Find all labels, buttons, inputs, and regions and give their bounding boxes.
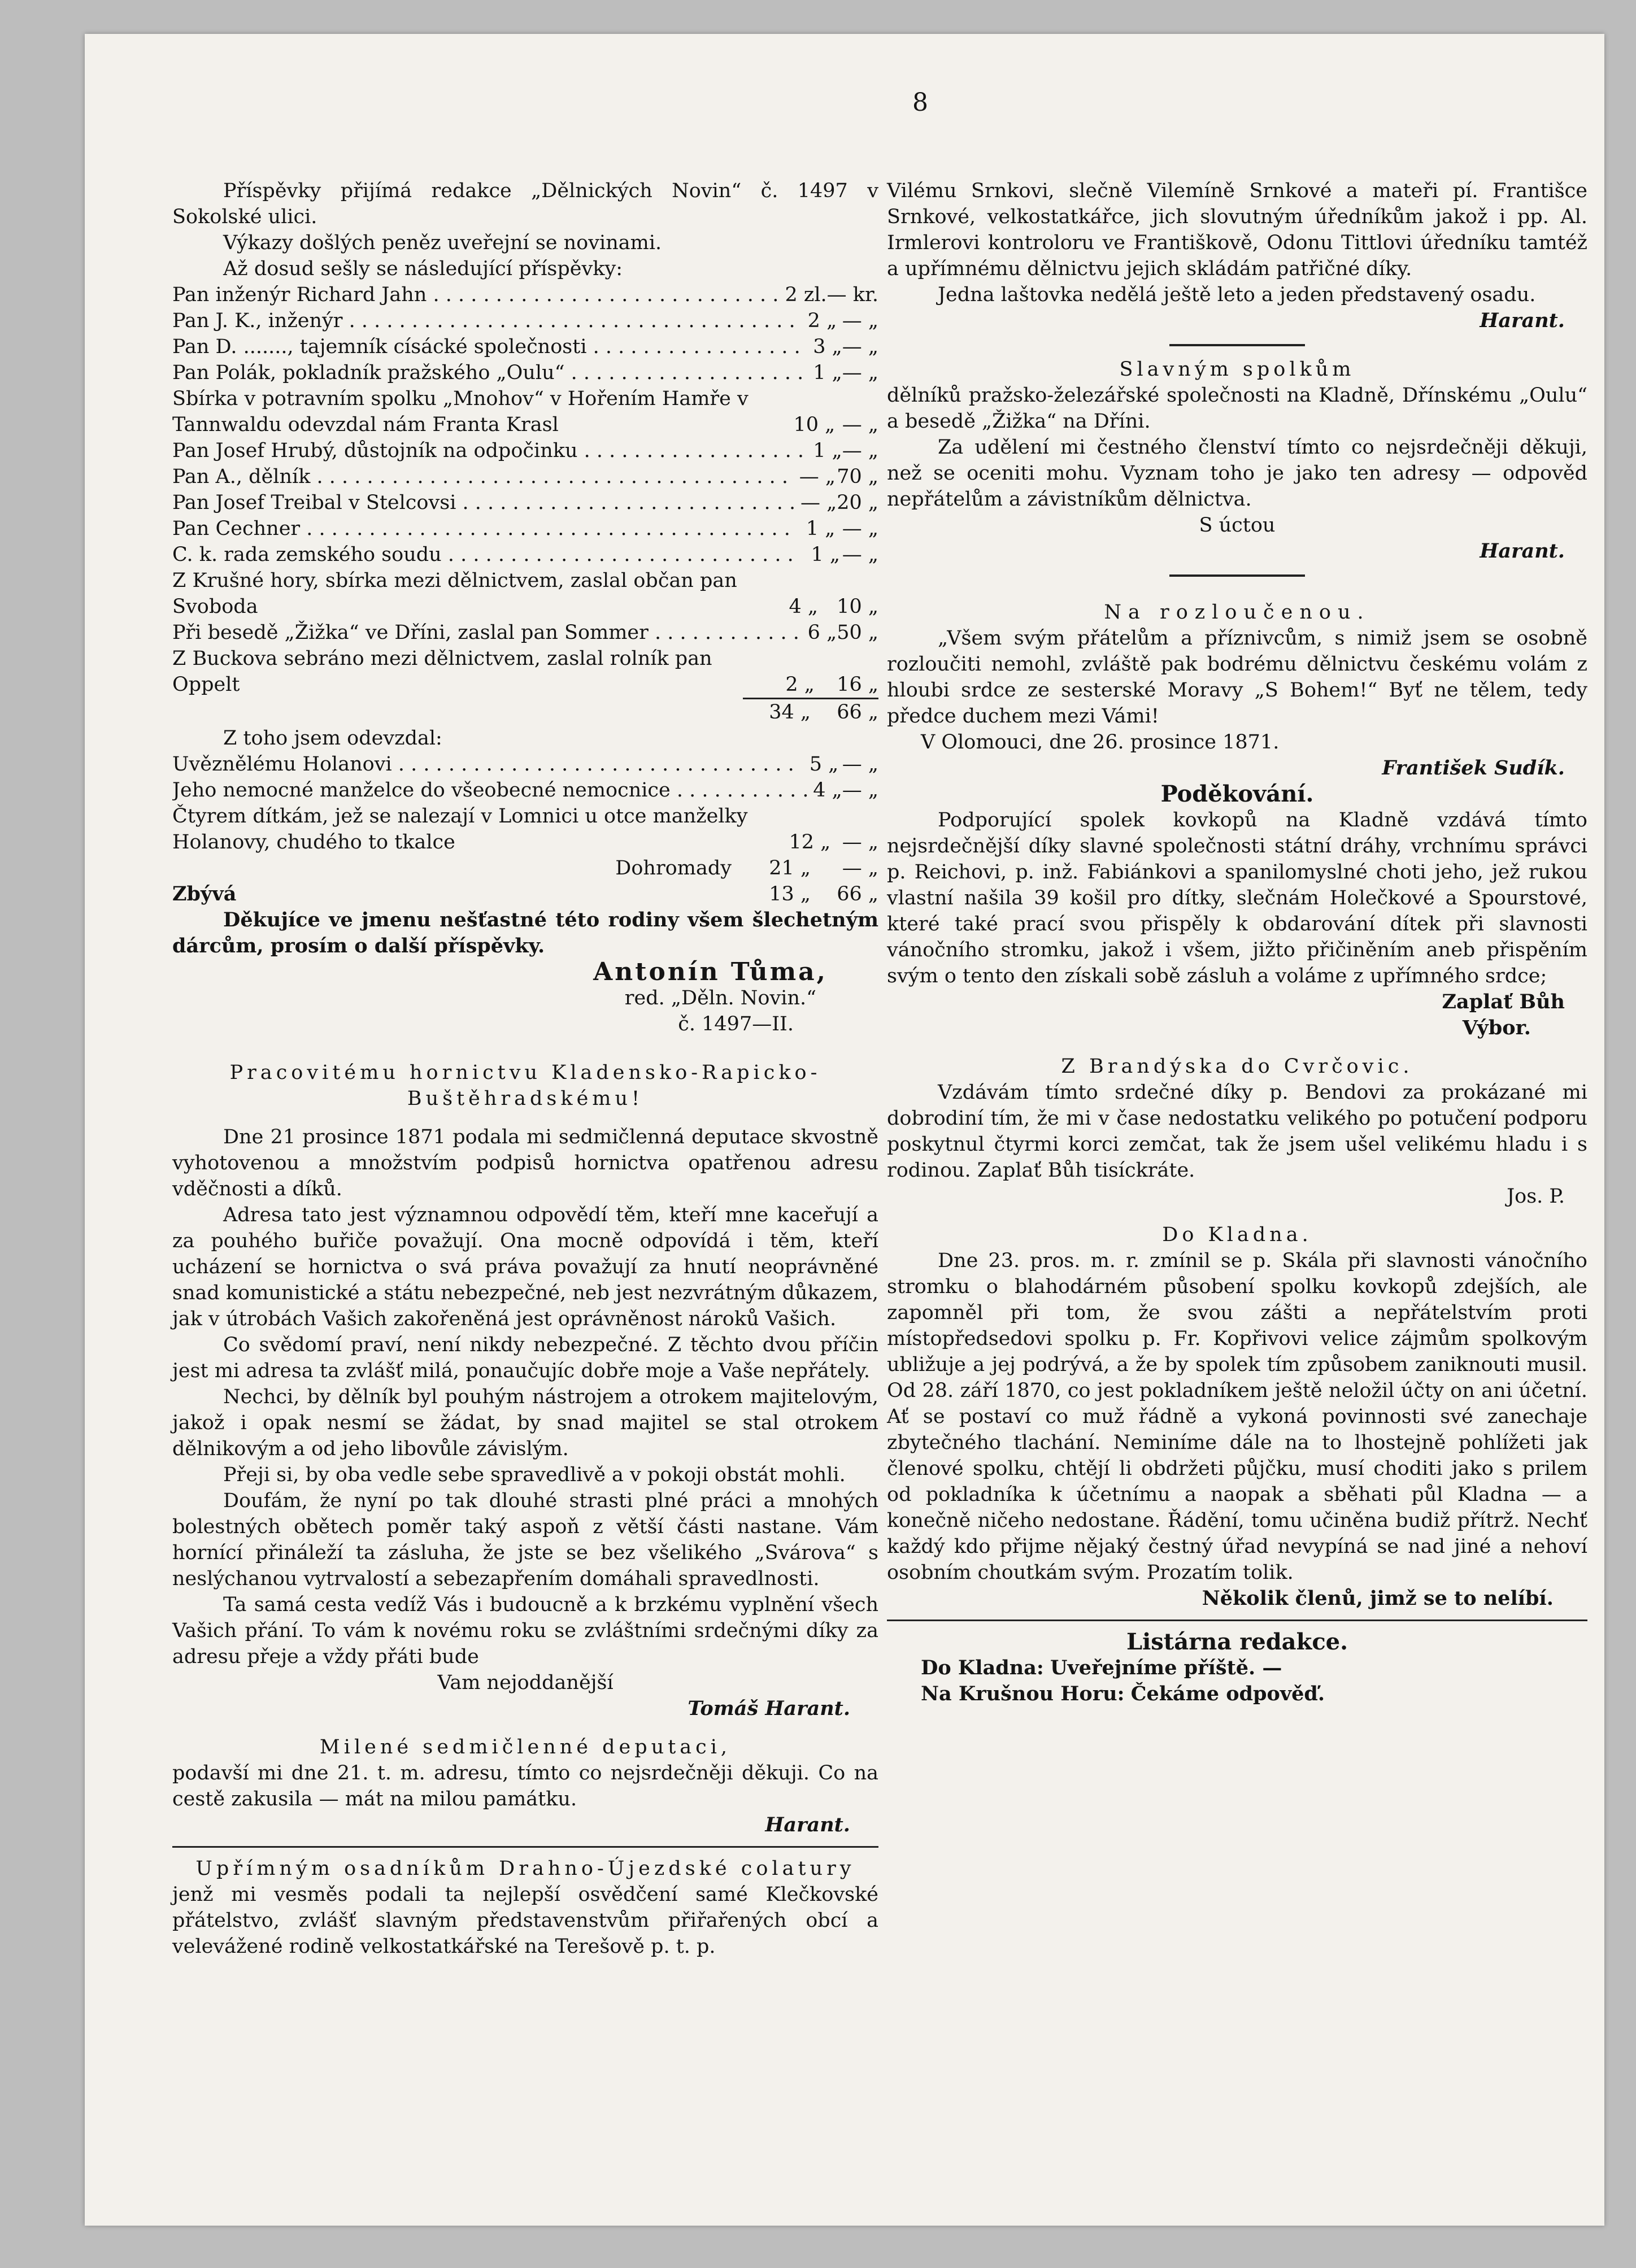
listarna-item: Na Krušnou Horu: Čekáme odpověď. — [921, 1682, 1325, 1705]
paragraph: Doufám, že nyní po tak dlouhé strasti plné práci a mnohých bolestných obětech poměr taký aspoň z větší části nastane. Vám hornící přináleží ta zásluha, že jste se bez všelikého „Svárova“ s neslýchanou vytrvalostí a sebezapřením domáhali spravedlnosti. — [172, 1490, 878, 1590]
signature: Harant. — [765, 1813, 850, 1836]
signature-line: red. „Děln. Novin.“ — [624, 987, 816, 1009]
date-line: V Olomouci, dne 26. prosince 1871. — [921, 731, 1280, 754]
list-item: Jeho nemocné manželce do všeobecné nemocnice . . . 4 „ — „ — [172, 777, 878, 803]
paragraph: podavší mi dne 21. t. m. adresu, tímto co nejsrdečněji děkuji. Co na cestě zakusila — mát na milou památku. — [172, 1762, 878, 1810]
signature-name: Antonín Tůma, — [593, 957, 828, 986]
divider — [1169, 574, 1305, 577]
section-title: Pracovitému hornictvu Kladensko-Rapicko-Buštěhradskému! — [229, 1061, 821, 1110]
paragraph: „Všem svým přátelům a příznivcům, s nimiž jsem se osobně rozloučiti nemohl, zvláště pak bodrému dělnictvu českému volám z hloubi srdce ze sesterské Moravy „S Bohem!“ Byť ne tělem, tedy předce duchem mezi Vámi! — [887, 627, 1587, 728]
signature: Tomáš Harant. — [688, 1697, 850, 1720]
paragraph: Vilému Srnkovi, slečně Vilemíně Srnkové a mateři pí. Františce Srnkové, velkostatkářce, jich slovutným úředníkům jakož i pp. Al. Irmlerovi kontroloru ve Františkově, Odonu Tittlovi úředníku tamtéž a upřímnému dělnictvu jejich skládám patřičné díky. — [887, 180, 1587, 280]
divider — [887, 1620, 1587, 1621]
paragraph: jenž mi vesměs podali ta nejlepší osvědčení samé Klečkovské přátelstvo, zvlášť slavným představenstvům přiřařených obcí a velevážené rodině velkostatkářské na Terešově p. t. p. — [172, 1883, 878, 1958]
paragraph: Za udělení mi čestného členství tímto co nejsrdečněji děkuji, než se oceniti mohu. Vyznam toho je jako ten adresy — odpověd nepřátelům a závistníkům dělnictva. — [887, 436, 1587, 511]
contrib-intro: Příspěvky přijímá redakce „Dělnických Novin“ č. 1497 v Sokolské ulici. — [172, 180, 878, 228]
contrib-note: Výkazy došlých peněz uveřejní se novinami. — [223, 232, 662, 254]
list-item: Sbírka v potravním spolku „Mnohov“ v Hořením Hamře v Tannwaldu odevzdal nám Franta Krasl 10 „ — „ — [172, 388, 878, 436]
signature: Harant. — [1480, 539, 1565, 563]
section-title: Slavným spolkům — [1119, 358, 1355, 381]
paragraph: Vzdávám tímto srdečné díky p. Bendovi za prokázané mi dobrodiní tím, že mi v čase nedostatku velikého po potučení podporu poskytnul čtyrmi korci zemčat, tak že jsem ušel velikému hladu i s rodinou. Zaplať Bůh tisíckráte. — [887, 1081, 1587, 1182]
signature-line: č. 1497—II. — [678, 1013, 794, 1035]
paragraph: Přeji si, by oba vedle sebe spravedlivě a v pokoji obstát mohli. — [223, 1464, 846, 1486]
list-item: Pan inženýr Richard Jahn . . . 2 zl. — kr. — [172, 282, 878, 308]
list-item: Pan J. K., inženýr . . . 2 „ — „ — [172, 308, 878, 334]
section-title: Poděkování. — [1160, 781, 1314, 807]
signature: Jos. P. — [1507, 1185, 1565, 1208]
divider — [1169, 344, 1305, 346]
sent-heading: Z toho jsem odevzdal: — [223, 727, 442, 750]
newspaper-page — [85, 34, 1604, 2226]
left-column — [172, 178, 878, 1960]
thanks-paragraph: Děkujíce ve jmenu nešťastné této rodiny všem šlechetným dárcům, prosím o další příspěvky. — [172, 908, 878, 957]
zbyva-row: Zbývá 13 „ 66 „ — [172, 882, 878, 906]
listarna-item: Do Kladna: Uveřejníme příště. — — [921, 1656, 1282, 1679]
signature: Výbor. — [1462, 1016, 1531, 1039]
signature: Zaplať Bůh — [1442, 990, 1565, 1013]
closing: S úctou — [1199, 514, 1276, 537]
list-item: C. k. rada zemského soudu . . . 1 „ — „ — [172, 542, 878, 568]
section-title: Z Brandýska do Cvrčovic. — [1061, 1055, 1413, 1078]
divider — [172, 1846, 878, 1848]
paragraph: Podporující spolek kovkopů na Kladně vzdává tímto nejsrdečnější díky slavné společnosti státní dráhy, vrchnímu správci p. Reichovi, p. inž. Fabiánkovi a spanilomyslné choti jeho, jež rukou vlastní našila 39 košil pro dítky, slečnám Holečkové a Spourstové, které také prací svou přispěly k obdarování dítek při slavnosti vánočního stromku, jakož i všem, jižto přičiněním aneb přispěním svým o tento den získali sobě zásluh a voláme z upřímného srdce; — [887, 809, 1587, 987]
section-title: Na rozloučenou. — [1104, 601, 1370, 624]
paragraph: Dne 21 prosince 1871 podala mi sedmičlenná deputace skvostně vyhotovenou a množstvím podpisů hornictva opatřenou adresu vděčnosti a díků. — [172, 1126, 878, 1200]
list-item: Pan Polák, pokladník pražského „Oulu“ . . . 1 „ — „ — [172, 360, 878, 386]
closing: Vam nejoddanější — [437, 1671, 614, 1694]
sum-total: 34 „ 66 „ — [769, 701, 878, 724]
section-title: Upřímným osadníkům Drahno-Újezdské colatury — [195, 1857, 855, 1880]
section-title: Listárna redakce. — [1126, 1629, 1348, 1655]
signature: Harant. — [1480, 309, 1565, 332]
paragraph: Co svědomí praví, není nikdy nebezpečné. Z těchto dvou příčin jest mi adresa ta zvlášť milá, ponaučujíc dobře moje a Vaše nepřátely. — [172, 1334, 878, 1382]
list-item: Z Krušné hory, sbírka mezi dělnictvem, zaslal občan pan Svoboda 4 „ 10 „ — [172, 569, 878, 618]
list-item: Čtyrem dítkám, jež se nalezají v Lomnici u otce manželky Holanovy, chudého to tkalce 12 „ — „ — [172, 805, 878, 854]
paragraph: dělníků pražsko-železářské společnosti na Kladně, Dřínskému „Oulu“ a besedě „Žižka“ na Dříni. — [887, 384, 1587, 433]
list-item: Uvěznělému Holanovi . . . 5 „ — „ — [172, 751, 878, 777]
paragraph: Jedna laštovka nedělá ještě leto a jeden představený osadu. — [938, 284, 1536, 306]
section-title: Do Kladna. — [1162, 1224, 1312, 1246]
list-item: Při besedě „Žižka“ ve Dříni, zaslal pan Sommer . . . 6 „ 50 „ — [172, 620, 878, 646]
paragraph: Nechci, by dělník byl pouhým nástrojem a otrokem majitelovým, jakož i opak nesmí se žádat, by snad majitel se stal otrokem dělnikovým a od jeho libovůle závislým. — [172, 1386, 878, 1460]
paragraph: Adresa tato jest významnou odpovědí těm, kteří mne kaceřují a za pouhého buřiče považují. Ona mocně odpovídá i těm, kteří ucházení se hornictva o svá práva považují za hnutí neoprávněné snad komunistické a státu nebezpečné, neb jest nezvrátným důkazem, jak v útrobách Vašich zakořeněná jest oprávněnost nároků Vašich. — [172, 1204, 878, 1330]
list-item: Z Buckova sebráno mezi dělnictvem, zaslal rolník pan Oppelt 2 „ 16 „ — [172, 647, 879, 696]
paragraph: Dne 23. pros. m. r. zmínil se p. Skála při slavnosti vánočního stromku o blahodárném působení spolku kovkopů zdejších, ale zapomněl při tom, že svou zášti a nepřátelstvím proti místopředsedovi spolku p. Fr. Kopřivovi velice zájmům spolkovým ubližuje a jej podrývá, a že by spolek tím způsobem zaniknouti musil. Od 28. září 1870, co jest pokladníkem ještě neložil účty on ani účetní. Ať se postaví co muž řádně a vykoná povinnosti své zanechaje zbytečného tlachání. Neminíme dále na to lhostejně pohlížeti jak členové spolku, chtějí li obdržeti půjčku, musí choditi jako s prilem od pokladníka k účetnímu a naopak a sběhati půl Kladna — a konečně ničeho nedostane. Řádění, tomu učiněna budiž přítrž. Nechť každý kdo přijme nějaký čestný úřad nevypíná se nad jiné a nehoví osobním choutkám svým. Prozatím tolik. — [887, 1250, 1587, 1584]
list-item: Pan Josef Hrubý, důstojník na odpočinku . . . 1 „ — „ — [172, 438, 878, 464]
right-column — [887, 178, 1587, 1707]
page-number: 8 — [912, 88, 928, 117]
list-item: Pan Josef Treibal v Stelcovsi . . . — „ 20 „ — [172, 490, 878, 516]
contributions-list — [172, 282, 878, 698]
section-title: Milené sedmičlenné deputaci, — [319, 1736, 732, 1758]
signature: Několik členů, jimž se to nelíbí. — [1202, 1587, 1554, 1610]
contrib-heading: Až dosud sešly se následující příspěvky: — [223, 258, 623, 280]
list-item: Pan A., dělník . . . — „ 70 „ — [172, 464, 878, 490]
signature: František Sudík. — [1382, 756, 1565, 780]
list-item: Pan D. ......., tajemník císácké společnosti . . . 3 „ — „ — [172, 334, 878, 360]
list-item: Pan Cechner . . . 1 „ — „ — [172, 516, 878, 542]
dohromady-row: Dohromady 21 „ — „ — [615, 857, 878, 880]
paragraph: Ta samá cesta vedíž Vás i budoucně a k brzkému vyplnění všech Vašich přání. To vám k novému roku se zvláštními srdečnými díky za adresu přeje a vždy přáti bude — [172, 1594, 878, 1668]
